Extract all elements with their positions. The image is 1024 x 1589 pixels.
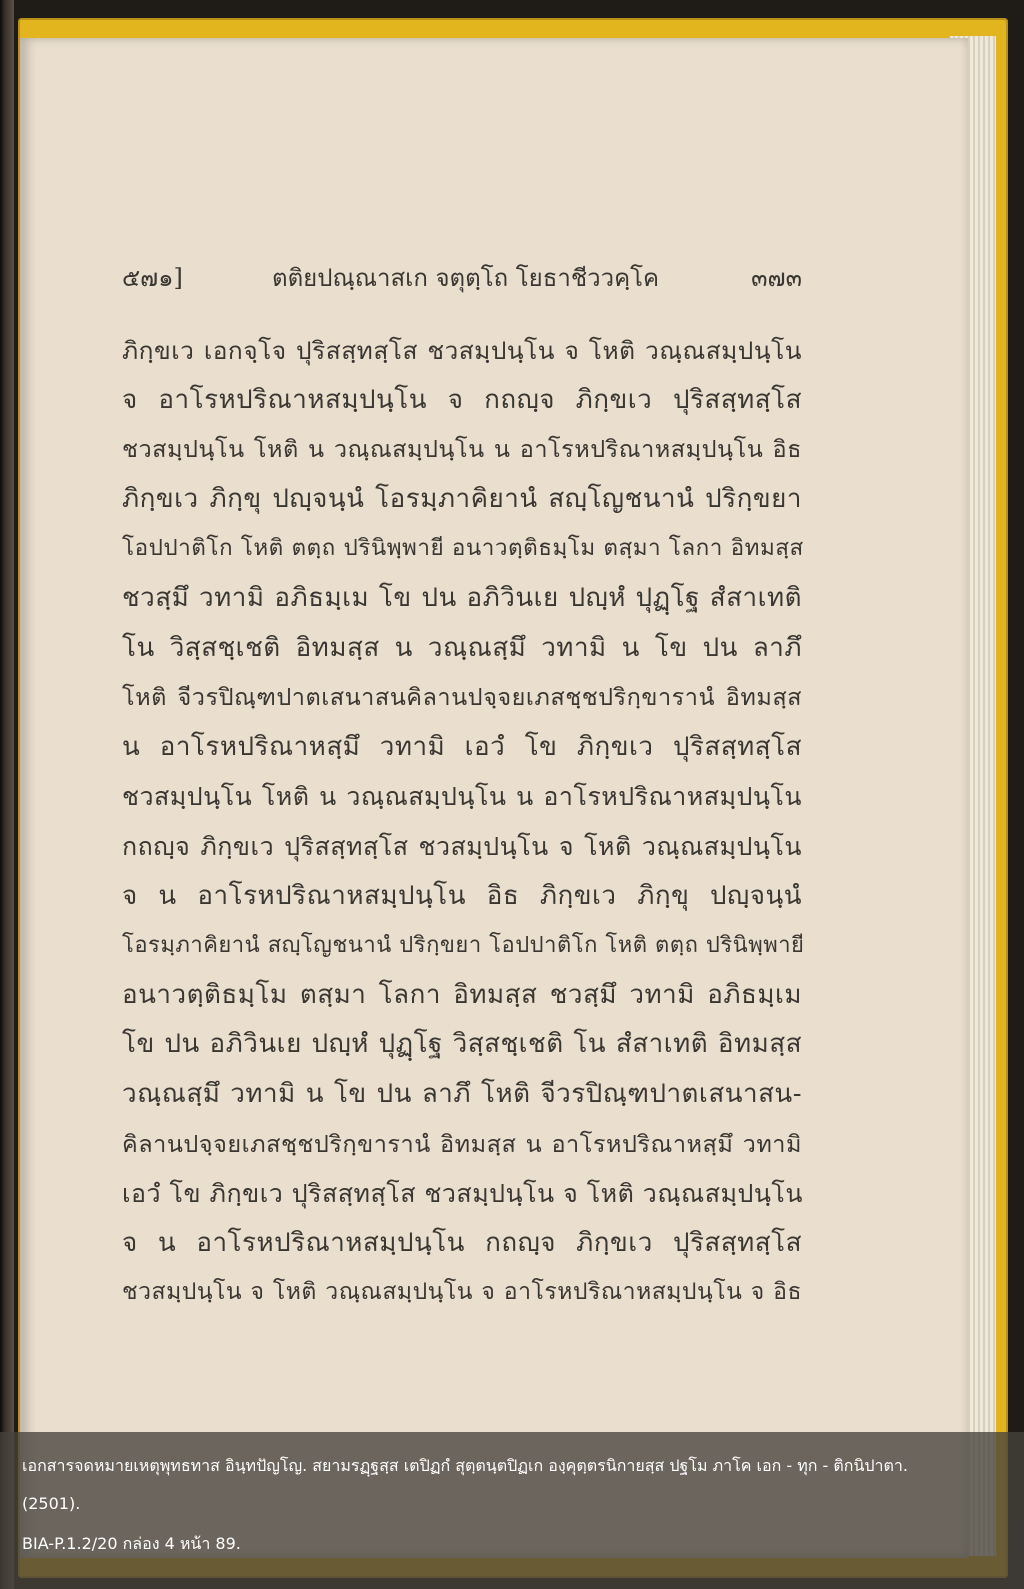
page-header (122, 258, 802, 294)
caption-title: เอกสารจดหมายเหตุพุทธทาส อินฺทปัญโญ. สยามรฏฺฐสฺส เตปิฏกํ สุตฺตนฺตปิฏเก องฺคุตฺตรนิกายสฺส ปฐโม ภาโค เอก - ทุก - ติกนิปาตา. (22, 1456, 908, 1475)
text-line: ชวสมฺปนฺโน โหติ น วณฺณสมฺปนฺโน น อาโรหปริณาหสมฺปนฺโน (122, 782, 802, 812)
page-number: ๓๗๓ (751, 264, 802, 292)
text-line: โข ปน อภิวินเย ปญฺหํ ปุฏฺโฐ วิสฺสชฺเชติ โน สํสาเทติ อิทมสฺส (122, 1029, 802, 1060)
text-line: คิลานปจฺจยเภสชฺชปริกฺขารานํ อิทมสฺส น อาโรหปริณาหสฺมึ วทามิ (122, 1129, 802, 1158)
body-text (122, 326, 805, 1318)
book-cover-edge (0, 0, 14, 1589)
text-line: จ น อาโรหปริณาหสมฺปนฺโน อิธ ภิกฺขเว ภิกฺขุ ปญฺจนฺนํ (122, 880, 802, 911)
text-line: จ น อาโรหปริณาหสมฺปนฺโน กถญฺจ ภิกฺขเว ปุริสสฺทสฺโส (122, 1227, 802, 1258)
caption-year: (2501). (22, 1494, 81, 1513)
caption-reference: BIA-P.1.2/20 กล่อง 4 หน้า 89. (22, 1534, 241, 1553)
text-line: วณฺณสฺมึ วทามิ น โข ปน ลาภึ โหติ จีวรปิณฺฑปาตเสนาสน- (122, 1078, 802, 1109)
text-line: จ อาโรหปริณาหสมฺปนฺโน จ กถญฺจ ภิกฺขเว ปุริสสฺทสฺโส (122, 384, 802, 415)
text-line: ชวสมฺปนฺโน โหติ น วณฺณสมฺปนฺโน น อาโรหปริณาหสมฺปนฺโน อิธ (122, 435, 802, 464)
text-line: อนาวตฺติธมฺโม ตสฺมา โลกา อิทมสฺส ชวสฺมึ วทามิ อภิธมฺเม (122, 979, 802, 1010)
text-line: ชวสฺมึ วทามิ อภิธมฺเม โข ปน อภิวินเย ปญฺหํ ปุฏฺโฐ สํสาเทติ (122, 582, 802, 613)
archive-caption (0, 1432, 1024, 1589)
section-number: ๕๗๑] (122, 264, 183, 292)
text-line: โน วิสฺสชฺเชติ อิทมสฺส น วณฺณสฺมึ วทามิ น โข ปน ลาภึ (122, 632, 802, 663)
text-line: น อาโรหปริณาหสฺมึ วทามิ เอวํ โข ภิกฺขเว ปุริสสฺทสฺโส (122, 731, 802, 762)
text-line: โอรมฺภาคิยานํ สญฺโญชนานํ ปริกฺขยา โอปปาติโก โหติ ตตฺถ ปรินิพฺพายี (122, 933, 805, 959)
text-line: กถญฺจ ภิกฺขเว ปุริสสฺทสฺโส ชวสมฺปนฺโน จ โหติ วณฺณสมฺปนฺโน (122, 831, 802, 861)
text-line: เอวํ โข ภิกฺขเว ปุริสสฺทสฺโส ชวสมฺปนฺโน จ โหติ วณฺณสมฺปนฺโน (122, 1179, 803, 1209)
text-line: ภิกฺขเว ภิกฺขุ ปญฺจนฺนํ โอรมฺภาคิยานํ สญฺโญชนานํ ปริกฺขยา (122, 483, 802, 514)
text-line: โหติ จีวรปิณฺฑปาตเสนาสนคิลานปจฺจยเภสชฺชปริกฺขารานํ อิทมสฺส (122, 683, 802, 712)
text-line: โอปปาติโก โหติ ตตฺถ ปรินิพฺพายี อนาวตฺติธมฺโม ตสฺมา โลกา อิทมสฺส (122, 535, 804, 562)
text-line: ชวสมฺปนฺโน จ โหติ วณฺณสมฺปนฺโน จ อาโรหปริณาหสมฺปนฺโน จ อิธ (122, 1279, 802, 1306)
running-title: ตติยปณฺณาสเก จตุตฺโถ โยธาชีววคฺโค (272, 264, 660, 292)
text-line: ภิกฺขเว เอกจฺโจ ปุริสสฺทสฺโส ชวสมฺปนฺโน จ โหติ วณฺณสมฺปนฺโน (122, 336, 802, 365)
